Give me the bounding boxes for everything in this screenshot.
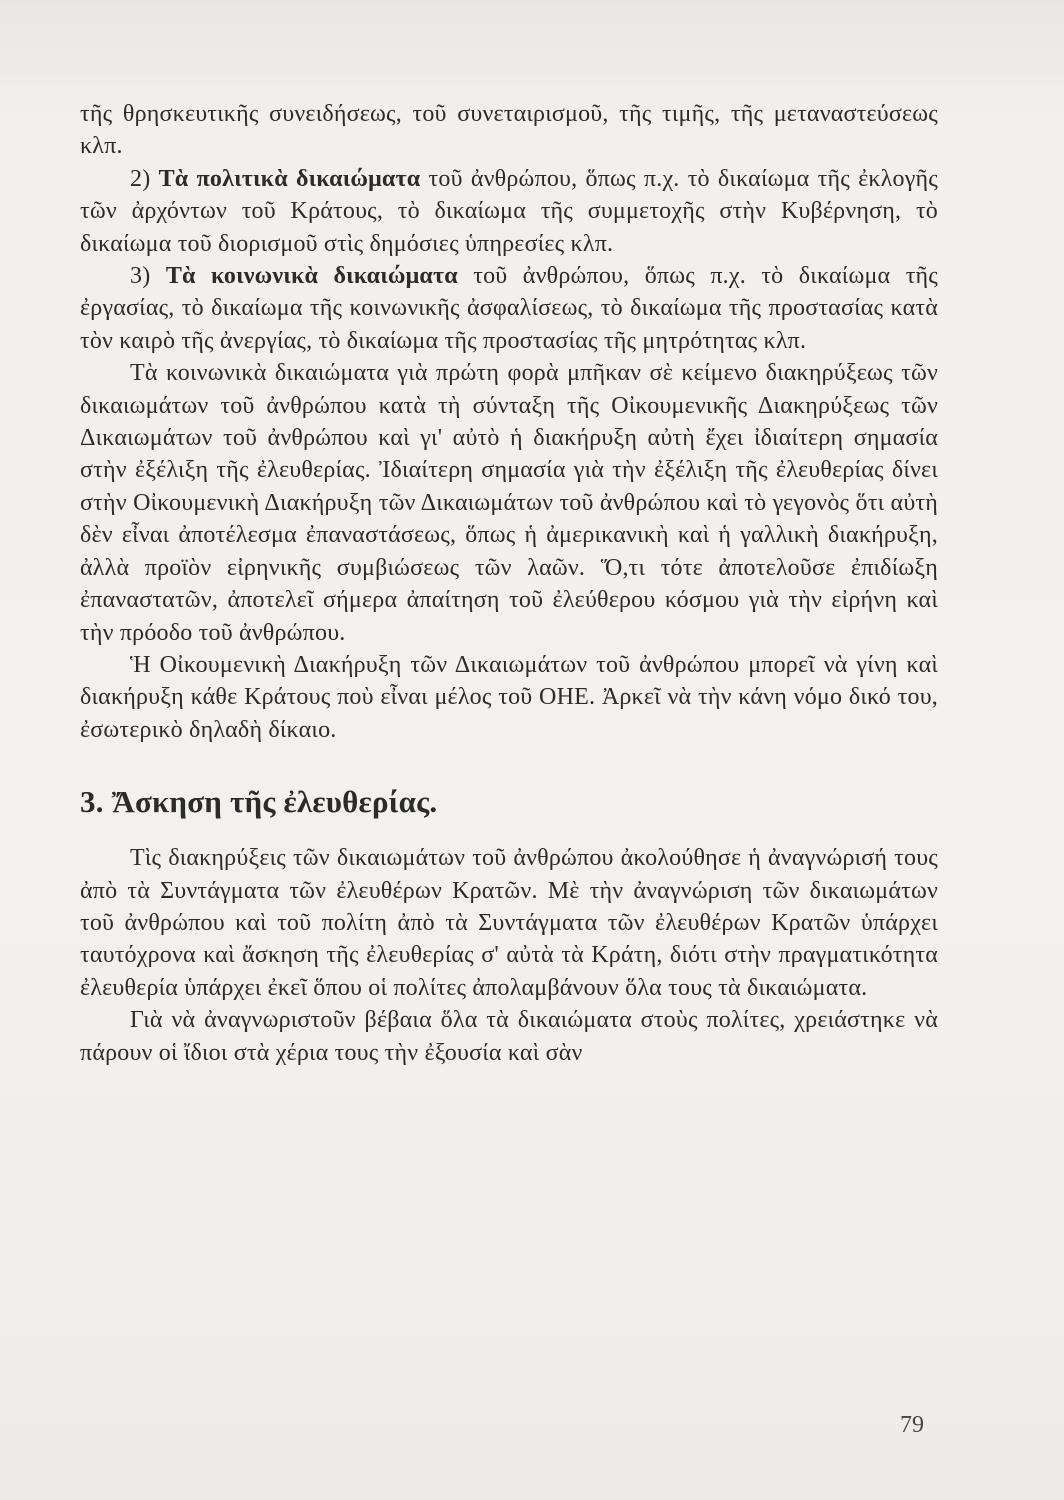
list-number: 3) <box>130 263 151 290</box>
paragraph-social-rights <box>80 260 938 357</box>
section-heading: 3. Ἄσκηση τῆς ἐλευθερίας. <box>80 784 438 820</box>
paragraph-continuation: τῆς θρησκευτικῆς συνειδήσεως, τοῦ συνεταιρισμοῦ, τῆς τιμῆς, τῆς μεταναστεύσεως κλπ. <box>80 101 938 160</box>
list-number: 2) <box>130 165 151 192</box>
term-political-rights: Τὰ πολιτικὰ δικαιώματα <box>158 165 421 192</box>
body-text <box>80 98 938 1069</box>
paragraph-un-members: Ἡ Οἰκουμενικὴ Διακήρυξη τῶν Δικαιωμάτων τοῦ ἀνθρώπου μπορεῖ νὰ γίνη καὶ διακήρυξη κάθε Κράτους ποὺ εἶναι μέλος τοῦ ΟΗΕ. Ἀρκεῖ νὰ τὴν κάνη νόμο δικό του, ἐσωτερικὸ δηλαδὴ δίκαιο. <box>80 651 938 743</box>
paragraph-text: τοῦ ἀνθρώπου, ὅπως π.χ. τὸ δικαίωμα τῆς ἐκλογῆς τῶν ἀρχόντων τοῦ Κράτους, τὸ δικαίωμα τῆς συμμετοχῆς στὴν Κυβέρνηση, τὸ δικαίωμα τοῦ διορισμοῦ στὶς δημόσιες ὑπηρεσίες κλπ. <box>80 165 938 257</box>
page-number: 79 <box>900 1412 924 1438</box>
paragraph-constitutions: Τὶς διακηρύξεις τῶν δικαιωμάτων τοῦ ἀνθρώπου ἀκολούθησε ἡ ἀναγνώρισή τους ἀπὸ τὰ Συντάγματα τῶν ἐλευθέρων Κρατῶν. Μὲ τὴν ἀναγνώριση τῶν δικαιωμάτων τοῦ ἀνθρώπου καὶ τοῦ πολίτη ἀπὸ τὰ Συντάγματα τῶν ἐλευθέρων Κρατῶν ὑπάρχει ταυτόχρονα καὶ ἄσκηση τῆς ἐλευθερίας σ' αὐτὰ τὰ Κράτη, διότι στὴν πραγματικότητα ἐλευθερία ὑπάρχει ἐκεῖ ὅπου οἱ πολίτες ἀπολαμβάνουν ὅλα τους τὰ δικαιώματα. <box>80 845 938 1001</box>
paragraph-power: Γιὰ νὰ ἀναγνωριστοῦν βέβαια ὅλα τὰ δικαιώματα στοὺς πολίτες, χρειάστηκε νὰ πάρουν οἱ ἴδιοι στὰ χέρια τους τὴν ἐξουσία καὶ σὰν <box>80 1007 938 1066</box>
paragraph-universal-declaration: Τὰ κοινωνικὰ δικαιώματα γιὰ πρώτη φορὰ μπῆκαν σὲ κείμενο διακηρύξεως τῶν δικαιωμάτων τοῦ ἀνθρώπου κατὰ τὴ σύνταξη τῆς Οἰκουμενικῆς Διακηρύξεως τῶν Δικαιωμάτων τοῦ ἀνθρώπου καὶ γι' αὐτὸ ἡ διακήρυξη αὐτὴ ἔχει ἰδιαίτερη σημασία στὴν ἐξέλιξη τῆς ἐλευθερίας. Ἰδιαίτερη σημασία γιὰ τὴν ἐξέλιξη τῆς ἐλευθερίας δίνει στὴν Οἰκουμενικὴ Διακήρυξη τῶν Δικαιωμάτων τοῦ ἀνθρώπου καὶ τὸ γεγονὸς ὅτι αὐτὴ δὲν εἶναι ἀποτέλεσμα ἐπαναστάσεως, ὅπως ἡ ἀμερικανικὴ καὶ ἡ γαλλικὴ διακήρυξη, ἀλλὰ προϊὸν εἰρηνικῆς συμβιώσεως τῶν λαῶν. Ὅ,τι τότε ἀποτελοῦσε ἐπιδίωξη ἐπαναστατῶν, ἀποτελεῖ σήμερα ἀπαίτηση τοῦ ἐλεύθερου κόσμου γιὰ τὴν εἰρήνη καὶ τὴν πρόοδο τοῦ ἀνθρώπου. <box>80 360 938 646</box>
paragraph-political-rights <box>80 163 938 260</box>
paragraph-text: τοῦ ἀνθρώπου, ὅπως π.χ. τὸ δικαίωμα τῆς ἐργασίας, τὸ δικαίωμα τῆς κοινωνικῆς ἀσφαλίσεως, τὸ δικαίωμα τῆς προστασίας κατὰ τὸν καιρὸ τῆς ἀνεργίας, τὸ δικαίωμα τῆς προστασίας τῆς μητρότητας κλπ. <box>80 263 939 354</box>
term-social-rights: Τὰ κοινωνικὰ δικαιώματα <box>165 263 458 290</box>
